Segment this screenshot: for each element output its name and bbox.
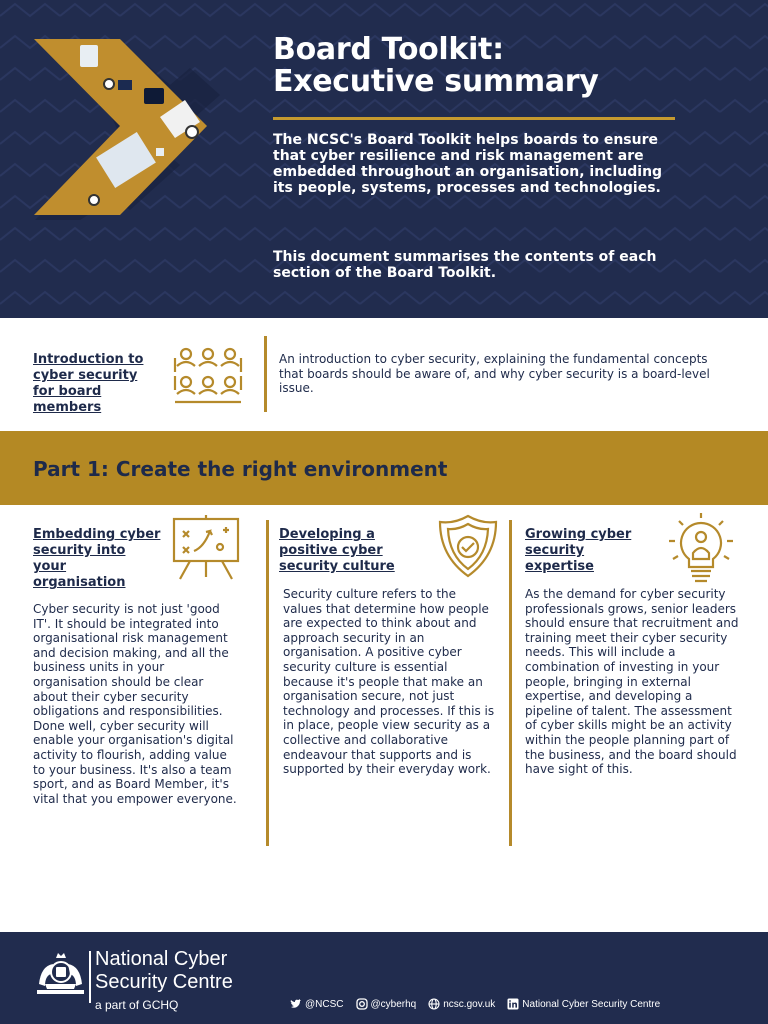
org-name-line-1: National Cyber bbox=[95, 948, 228, 970]
twitter-icon bbox=[290, 998, 302, 1010]
header-banner bbox=[0, 0, 768, 318]
embedding-link[interactable]: Embedding cyber security into your organisation bbox=[33, 527, 161, 590]
title-line-2: Executive summary bbox=[273, 64, 599, 99]
linkedin-name: National Cyber Security Centre bbox=[522, 998, 661, 1010]
globe-icon bbox=[428, 998, 440, 1010]
embedding-body: Cyber security is not just 'good IT'. It should be integrated into organisational risk management and decision making, and all the business units in your organisation should be clear about their cyber security obligations and responsibilities. Done well, cyber security will enable your organisation's digital activity to flourish, adding value to your business. It's also a team sport, and as Board Member, it's vital that you empower everyone. bbox=[33, 602, 237, 806]
expertise-body: As the demand for cyber security professionals grows, senior leaders should ensure that recruitment and training meet their cyber security needs. This will include a combination of investing in your people, bringing in external expertise, and developing a pipeline of talent. The assessment of cyber skills might be an activity within the people planning part of the business, and the board should have sight of this. bbox=[525, 587, 739, 777]
twitter-handle: @NCSC bbox=[305, 998, 344, 1010]
expertise-link[interactable]: Growing cyber security expertise bbox=[525, 527, 632, 574]
logo-divider bbox=[89, 951, 91, 1003]
organisation-subtitle: a part of GCHQ bbox=[95, 998, 179, 1012]
twitter-link[interactable] bbox=[290, 998, 344, 1010]
instagram-link[interactable] bbox=[356, 998, 417, 1010]
linkedin-icon bbox=[507, 998, 519, 1010]
column-divider-1 bbox=[266, 520, 269, 846]
royal-crest-logo bbox=[33, 950, 88, 998]
strategy-board-icon bbox=[170, 513, 242, 583]
title-underline bbox=[273, 117, 675, 120]
page-title bbox=[273, 34, 599, 98]
social-links bbox=[290, 998, 660, 1010]
people-network-icon bbox=[172, 342, 244, 406]
shield-check-icon bbox=[437, 513, 499, 579]
introduction-link[interactable]: Introduction to cyber security for board members bbox=[33, 352, 144, 415]
introduction-description: An introduction to cyber security, explaining the fundamental concepts that boards should be aware of, and why cyber security is a board-level issue. bbox=[279, 352, 710, 395]
introduction-section bbox=[0, 318, 768, 431]
clipboard-icon bbox=[80, 45, 98, 67]
website-link[interactable] bbox=[428, 998, 495, 1010]
footer bbox=[0, 932, 768, 1024]
website-url: ncsc.gov.uk bbox=[443, 998, 496, 1010]
instagram-icon bbox=[356, 998, 368, 1010]
culture-link[interactable]: Developing a positive cyber security culture bbox=[279, 527, 395, 574]
linkedin-link[interactable] bbox=[507, 998, 660, 1010]
organisation-name bbox=[95, 948, 233, 994]
column-divider-2 bbox=[509, 520, 512, 846]
desk-arrow-illustration bbox=[20, 30, 240, 240]
lightbulb-person-icon bbox=[665, 511, 737, 585]
instagram-handle: @cyberhq bbox=[370, 998, 417, 1010]
header-intro-text: The NCSC's Board Toolkit helps boards to ensure that cyber resilience and risk management are embedded throughout an organisation, including its people, systems, processes and technologies. bbox=[273, 132, 663, 196]
tablet-icon bbox=[144, 88, 164, 104]
header-summary-text: This document summarises the contents of each section of the Board Toolkit. bbox=[273, 249, 657, 281]
introduction-divider bbox=[264, 336, 267, 412]
culture-body: Security culture refers to the values that determine how people are expected to think about and approach security in an organisation. A positive cyber security culture is essential because it's people that make an organisation secure, not just technology and processes. If this is in place, people view security as a collective and collaborative endeavour that supports and is supported by their everyday work. bbox=[283, 587, 495, 777]
org-name-line-2: Security Centre bbox=[95, 971, 233, 993]
part1-banner bbox=[0, 431, 768, 505]
title-line-1: Board Toolkit: bbox=[273, 32, 504, 67]
part1-title: Part 1: Create the right environment bbox=[33, 457, 448, 481]
